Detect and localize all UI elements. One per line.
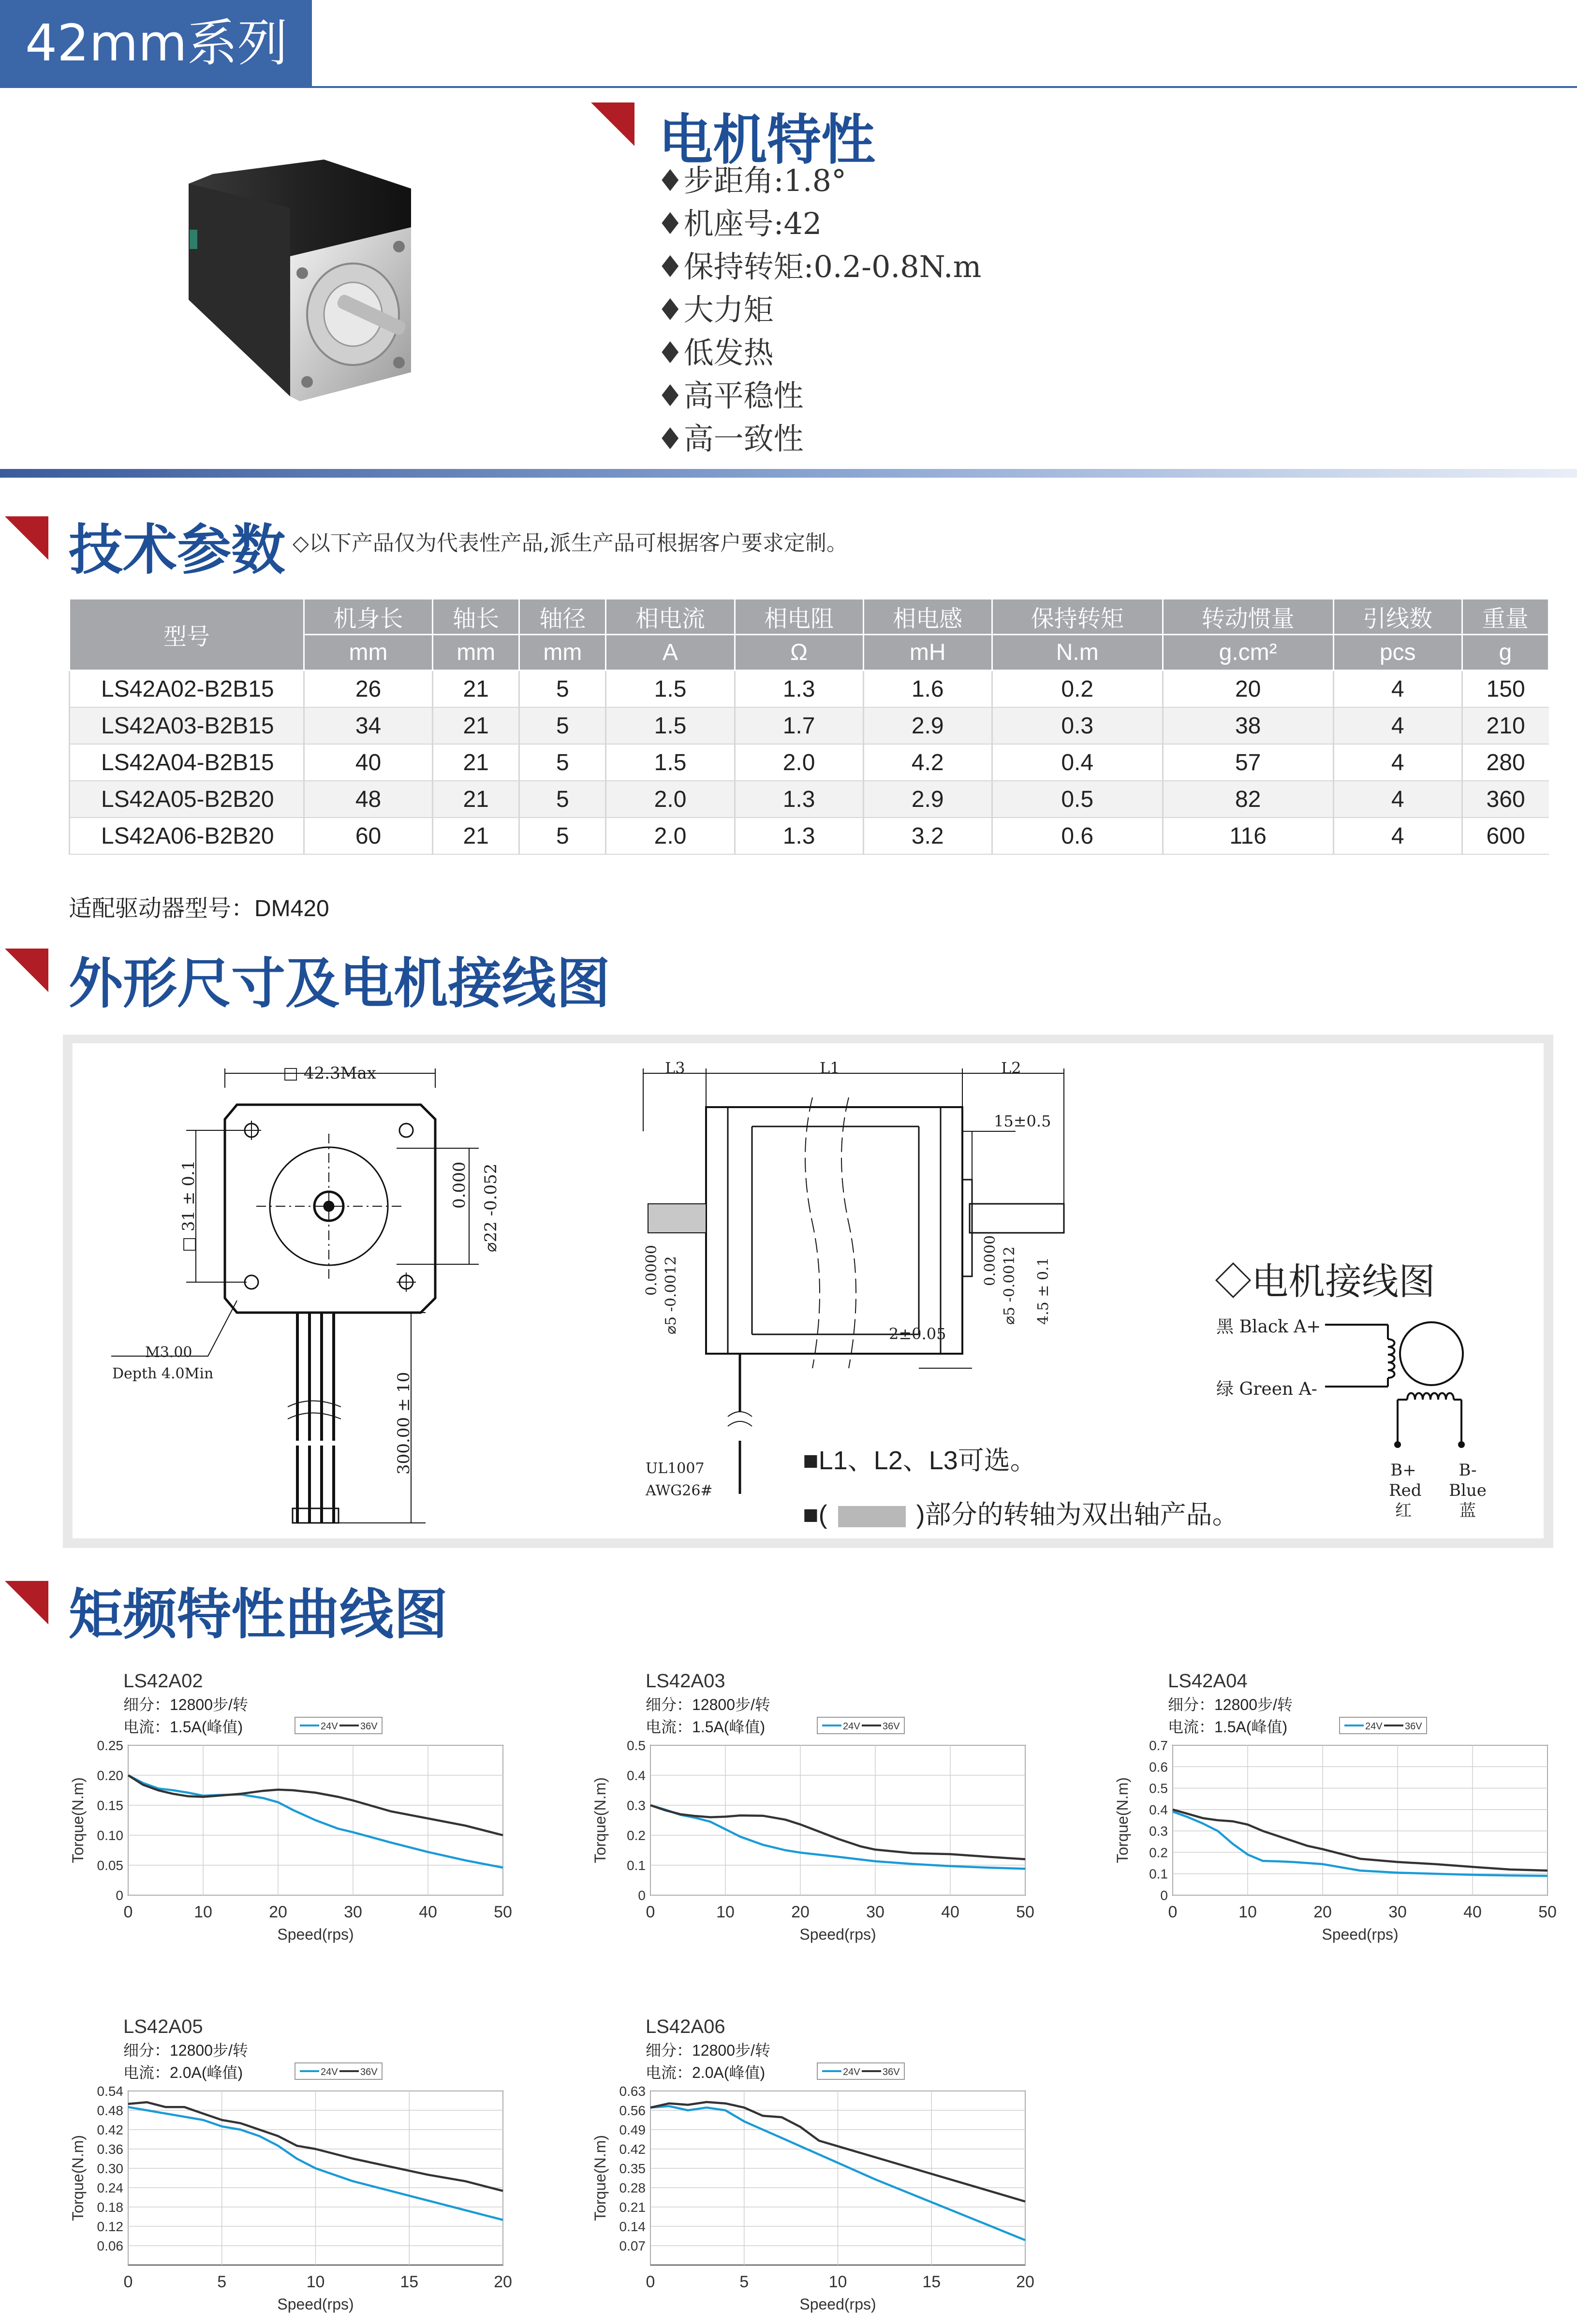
chart-subdivision: 细分：12800步/转 [123,2042,248,2059]
x-tick-label: 20 [494,2273,512,2291]
motor-image [179,155,430,406]
section-marker [591,102,634,146]
wire-gauge: AWG26# [646,1482,713,1499]
x-tick-label: 40 [1463,1903,1482,1921]
y-axis-label: Torque(N.m) [591,1777,609,1863]
value-cell: 3.2 [863,818,992,854]
y-axis-label: Torque(N.m) [591,2135,609,2221]
legend-36v-label: 36V [360,2067,378,2077]
chart-current: 电流：2.0A(峰值) [646,2064,766,2081]
x-tick-label: 20 [1016,2273,1034,2291]
wire-a-minus: 绿 Green A- [1216,1379,1317,1399]
section-marker [5,949,48,992]
header-cell: 轴径 [519,599,606,635]
screw-depth: Depth 4.0Min [112,1365,214,1382]
feature-item: ♦大力矩 [657,292,774,327]
x-axis-label: Speed(rps) [277,1926,354,1943]
feature-item: ♦机座号:42 [657,206,822,241]
value-cell: 20 [1163,671,1333,708]
value-cell: 2.0 [606,818,735,854]
y-tick-label: 0 [116,1888,123,1903]
value-cell: 600 [1462,818,1548,854]
dim-l3: L3 [665,1059,685,1077]
y-tick-label: 0.06 [97,2238,123,2253]
dim-boss: 15±0.5 [994,1112,1051,1130]
wire-spec: UL1007 [646,1460,705,1477]
unit-cell: mH [863,635,992,671]
value-cell: 40 [304,744,433,781]
chart-subdivision: 细分：12800步/转 [646,2042,770,2059]
x-tick-label: 40 [419,1903,437,1921]
x-tick-label: 5 [739,2273,749,2291]
value-cell: 210 [1462,707,1548,744]
chart-subdivision: 细分：12800步/转 [1168,1696,1293,1713]
dim-pilot-tol: 0.000 [450,1161,469,1209]
x-axis-label: Speed(rps) [277,2295,354,2313]
legend-36v-label: 36V [883,2067,900,2077]
wire-b-plus-sign: B+ [1390,1461,1416,1480]
unit-cell: mm [433,635,519,671]
x-axis-label: Speed(rps) [799,2295,876,2313]
dim-box-size: □ 42.3Max [283,1064,376,1083]
value-cell: 34 [304,707,433,744]
chart-title: LS42A06 [646,2016,725,2037]
y-tick-label: 0.20 [97,1768,123,1783]
dim-shaft-left: ⌀5 -0.0012 [663,1256,679,1334]
x-tick-label: 50 [1016,1903,1034,1921]
value-cell: 280 [1462,744,1548,781]
table-row [70,707,1549,744]
x-tick-label: 0 [1168,1903,1178,1921]
value-cell: 0.4 [992,744,1163,781]
y-tick-label: 0.05 [97,1858,123,1873]
value-cell: 2.9 [863,707,992,744]
chart-title: LS42A03 [646,1670,725,1692]
chart-legend [295,1717,382,1734]
chart-current: 电流：1.5A(峰值) [646,1718,766,1736]
header-cell: 相电阻 [735,599,863,635]
y-axis-label: Torque(N.m) [69,2135,87,2221]
chart-legend [817,2063,904,2079]
x-tick-label: 10 [194,1903,212,1921]
legend-24v-label: 24V [843,1721,860,1732]
header-cell: 相电流 [606,599,735,635]
chart-title: LS42A04 [1168,1670,1248,1692]
x-tick-label: 30 [866,1903,884,1921]
wire-a-plus: 黑 Black A+ [1216,1317,1321,1337]
value-cell: 57 [1163,744,1333,781]
header-divider [0,86,1577,88]
wire-b-plus-cn: 红 [1395,1501,1412,1520]
dim-pilot: ⌀22 -0.052 [481,1163,501,1252]
torque-chart [63,2009,527,2318]
front-view-drawing [97,1059,532,1533]
value-cell: 2.9 [863,781,992,818]
x-tick-label: 15 [922,2273,941,2291]
wire-b-minus-cn: 蓝 [1459,1501,1476,1520]
y-tick-label: 0.1 [627,1858,646,1873]
x-tick-label: 50 [1538,1903,1557,1921]
feature-item: ♦保持转矩:0.2-0.8N.m [657,249,982,284]
header-cell: 转动惯量 [1163,599,1333,635]
y-tick-label: 0.35 [619,2161,646,2176]
value-cell: 4 [1333,707,1462,744]
y-tick-label: 0.10 [97,1828,123,1843]
value-cell: 150 [1462,671,1548,708]
note-dual-shaft-text: )部分的转轴为双出轴产品。 [916,1500,1238,1529]
value-cell: 4.2 [863,744,992,781]
x-tick-label: 20 [791,1903,810,1921]
y-tick-label: 0.5 [627,1738,646,1753]
x-tick-label: 0 [123,2273,133,2291]
chart-title: LS42A02 [123,1670,203,1692]
legend-24v-label: 24V [321,2067,338,2077]
value-cell: 1.5 [606,744,735,781]
dim-square: □ 31 ± 0.1 [179,1160,198,1252]
x-tick-label: 10 [828,2273,847,2291]
y-tick-label: 0.12 [97,2219,123,2234]
chart-subdivision: 细分：12800步/转 [123,1696,248,1713]
value-cell: 4 [1333,744,1462,781]
value-cell: 1.5 [606,671,735,708]
y-axis-label: Torque(N.m) [69,1777,87,1863]
y-tick-label: 0.5 [1149,1781,1168,1796]
x-axis-label: Speed(rps) [799,1926,876,1943]
value-cell: 4 [1333,818,1462,854]
series-tab: 42mm系列 [0,0,312,86]
dim-flat: 4.5 ± 0.1 [1035,1257,1052,1325]
header-cell: 相电感 [863,599,992,635]
y-tick-label: 0.42 [97,2122,123,2137]
y-tick-label: 0.6 [1149,1759,1168,1775]
features-title: 电机特性 [659,109,875,172]
value-cell: 21 [433,671,519,708]
y-tick-label: 0 [1160,1888,1168,1903]
x-tick-label: 10 [1238,1903,1257,1921]
gray-swatch [838,1506,906,1527]
unit-cell: g.cm² [1163,635,1333,671]
y-tick-label: 0 [638,1888,646,1903]
torque-chart [1107,1663,1572,1948]
dim-step: 2±0.05 [889,1325,946,1343]
value-cell: 48 [304,781,433,818]
value-cell: 60 [304,818,433,854]
feature-item: ♦高平稳性 [657,378,804,413]
unit-cell: pcs [1333,635,1462,671]
value-cell: 2.0 [735,744,863,781]
screw-spec: M3.00 [145,1344,192,1361]
header-cell: 机身长 [304,599,433,635]
y-axis-label: Torque(N.m) [1114,1777,1131,1863]
value-cell: 4 [1333,671,1462,708]
x-tick-label: 40 [941,1903,959,1921]
y-tick-label: 0.25 [97,1738,123,1753]
y-tick-label: 0.49 [619,2122,646,2137]
dim-shaft-right-tol: 0.0000 [982,1235,999,1286]
x-tick-label: 50 [494,1903,512,1921]
value-cell: 21 [433,707,519,744]
header-cell: 引线数 [1333,599,1462,635]
wire-b-minus [1446,1460,1489,1521]
value-cell: 1.6 [863,671,992,708]
value-cell: 2.0 [606,781,735,818]
value-cell: 1.3 [735,818,863,854]
value-cell: 5 [519,818,606,854]
tech-title: 技术参数 [69,519,285,582]
unit-cell: g [1462,635,1548,671]
torque-chart [63,1663,527,1948]
value-cell: 38 [1163,707,1333,744]
y-tick-label: 0.15 [97,1798,123,1813]
chart-legend [817,1717,904,1734]
value-cell: 21 [433,744,519,781]
dim-l2: L2 [1001,1059,1021,1077]
x-axis-label: Speed(rps) [1322,1926,1399,1943]
chart-subdivision: 细分：12800步/转 [646,1696,770,1713]
unit-cell: mm [304,635,433,671]
value-cell: 82 [1163,781,1333,818]
wire-b-minus-en: Blue [1449,1481,1487,1500]
feature-item: ♦高一致性 [657,421,804,456]
x-tick-label: 0 [123,1903,133,1921]
y-tick-label: 0.30 [97,2161,123,2176]
wire-b-plus [1389,1460,1422,1521]
header-cell: 轴长 [433,599,519,635]
table-row [70,744,1549,781]
x-tick-label: 20 [1313,1903,1332,1921]
chart-current: 电流：1.5A(峰值) [1168,1718,1288,1736]
header-cell: 型号 [70,599,304,671]
y-tick-label: 0.1 [1149,1866,1168,1882]
legend-24v-label: 24V [843,2067,860,2077]
value-cell: 116 [1163,818,1333,854]
x-tick-label: 30 [1388,1903,1407,1921]
y-tick-label: 0.21 [619,2200,646,2215]
y-tick-label: 0.4 [627,1768,646,1783]
table-row [70,781,1549,818]
model-cell: LS42A02-B2B15 [70,671,304,708]
model-cell: LS42A06-B2B20 [70,818,304,854]
y-tick-label: 0.3 [627,1798,646,1813]
dim-l1: L1 [820,1059,840,1077]
x-tick-label: 30 [344,1903,362,1921]
legend-24v-label: 24V [1365,1721,1383,1732]
value-cell: 0.6 [992,818,1163,854]
x-tick-label: 10 [306,2273,325,2291]
spec-table [69,598,1549,855]
y-tick-label: 0.28 [619,2180,646,2195]
x-tick-label: 0 [646,2273,655,2291]
curves-title: 矩频特性曲线图 [69,1583,448,1646]
feature-item: ♦低发热 [657,335,774,370]
x-tick-label: 20 [269,1903,287,1921]
value-cell: 4 [1333,781,1462,818]
legend-24v-label: 24V [321,1721,338,1732]
value-cell: 360 [1462,781,1548,818]
dim-lead-length: 300.00 ± 10 [394,1372,413,1475]
x-tick-label: 5 [217,2273,227,2291]
wiring-title: ◇电机接线图 [1215,1261,1435,1302]
header-cell: 保持转矩 [992,599,1163,635]
y-tick-label: 0.3 [1149,1824,1168,1839]
legend-36v-label: 36V [360,1721,378,1732]
unit-cell: Ω [735,635,863,671]
x-tick-label: 10 [716,1903,735,1921]
torque-chart [585,1663,1049,1948]
note-optional-lengths: ■L1、L2、L3可选。 [803,1446,1036,1475]
value-cell: 5 [519,707,606,744]
y-tick-label: 0.2 [627,1828,646,1843]
value-cell: 1.7 [735,707,863,744]
chart-legend [295,2063,382,2079]
value-cell: 26 [304,671,433,708]
chart-title: LS42A05 [123,2016,203,2037]
legend-36v-label: 36V [1405,1721,1422,1732]
model-cell: LS42A05-B2B20 [70,781,304,818]
y-tick-label: 0.7 [1149,1738,1168,1753]
section-marker [5,516,48,560]
dim-shaft-left-tol: 0.0000 [643,1245,660,1296]
table-row [70,671,1549,708]
dimensions-title: 外形尺寸及电机接线图 [69,952,610,1015]
unit-cell: N.m [992,635,1163,671]
y-tick-label: 0.63 [619,2084,646,2099]
note-dual-shaft-prefix: ■( [803,1500,827,1529]
chart-current: 电流：2.0A(峰值) [123,2064,243,2081]
note-dual-shaft [803,1494,1238,1531]
wiring-diagram [1325,1305,1499,1460]
chart-current: 电流：1.5A(峰值) [123,1718,243,1736]
y-tick-label: 0.2 [1149,1845,1168,1860]
unit-cell: A [606,635,735,671]
value-cell: 1.3 [735,671,863,708]
feature-item: ♦步距角:1.8° [657,163,847,198]
value-cell: 0.5 [992,781,1163,818]
table-row [70,818,1549,854]
model-cell: LS42A03-B2B15 [70,707,304,744]
value-cell: 21 [433,781,519,818]
y-tick-label: 0.36 [97,2142,123,2157]
y-tick-label: 0.54 [97,2084,123,2099]
x-tick-label: 0 [646,1903,655,1921]
y-tick-label: 0.48 [97,2103,123,2118]
value-cell: 1.5 [606,707,735,744]
wire-b-minus-sign: B- [1459,1461,1477,1480]
section-divider [0,469,1577,478]
header-cell: 重量 [1462,599,1548,635]
chart-legend [1340,1717,1427,1734]
value-cell: 21 [433,818,519,854]
x-tick-label: 15 [400,2273,419,2291]
wire-b-plus-en: Red [1389,1481,1422,1500]
driver-model: 适配驱动器型号：DM420 [69,896,329,921]
legend-36v-label: 36V [883,1721,900,1732]
y-tick-label: 0.56 [619,2103,646,2118]
value-cell: 5 [519,781,606,818]
y-tick-label: 0.07 [619,2238,646,2253]
value-cell: 1.3 [735,781,863,818]
y-tick-label: 0.42 [619,2142,646,2157]
y-tick-label: 0.4 [1149,1802,1168,1817]
value-cell: 0.2 [992,671,1163,708]
value-cell: 5 [519,744,606,781]
value-cell: 0.3 [992,707,1163,744]
model-cell: LS42A04-B2B15 [70,744,304,781]
dim-shaft-right: ⌀5 -0.0012 [1001,1246,1018,1325]
feature-list [657,159,981,460]
torque-chart [585,2009,1049,2318]
value-cell: 5 [519,671,606,708]
y-tick-label: 0.24 [97,2180,123,2195]
section-marker [5,1581,48,1624]
y-tick-label: 0.18 [97,2200,123,2215]
y-tick-label: 0.14 [619,2219,646,2234]
unit-cell: mm [519,635,606,671]
tech-note: ◇以下产品仅为代表性产品,派生产品可根据客户要求定制。 [293,531,848,555]
